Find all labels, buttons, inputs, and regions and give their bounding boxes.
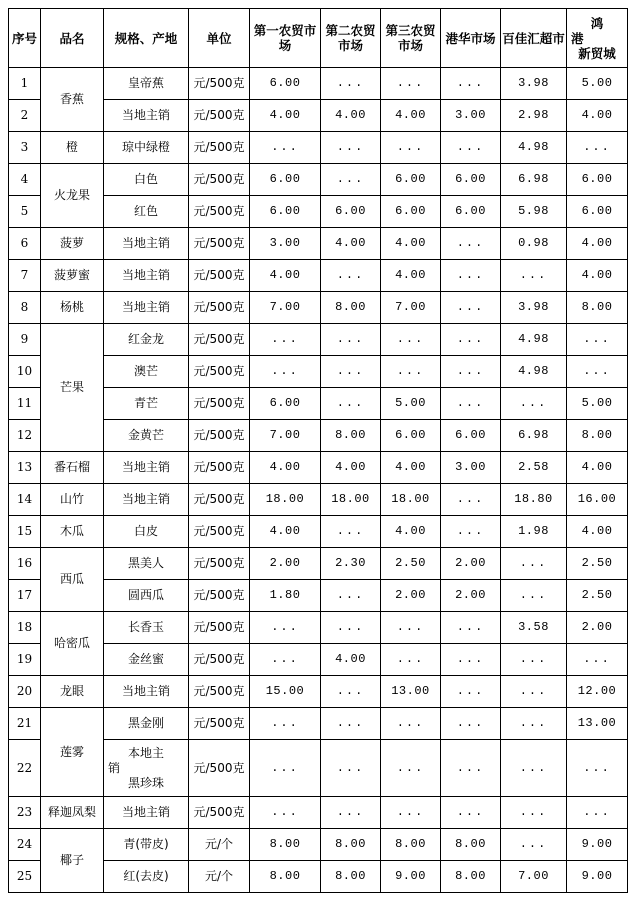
- cell-spec: [104, 740, 189, 797]
- table-body: [9, 68, 628, 893]
- header-honggang: [567, 9, 628, 68]
- cell-price: 18.00: [381, 484, 441, 516]
- cell-price: ...: [501, 708, 567, 740]
- cell-price: 5.98: [501, 196, 567, 228]
- cell-price: 6.98: [501, 164, 567, 196]
- cell-unit: 元/500克: [189, 228, 250, 260]
- cell-price: 2.50: [381, 548, 441, 580]
- cell-price: 2.00: [250, 548, 321, 580]
- cell-price: 4.00: [567, 452, 628, 484]
- cell-price: ...: [381, 644, 441, 676]
- cell-price: 4.00: [381, 228, 441, 260]
- cell-price: 3.58: [501, 612, 567, 644]
- cell-seq: 24: [9, 829, 41, 861]
- cell-price: ...: [250, 324, 321, 356]
- cell-price: ...: [501, 388, 567, 420]
- cell-price: ...: [567, 740, 628, 797]
- cell-price: 4.00: [250, 516, 321, 548]
- cell-price: ...: [250, 797, 321, 829]
- cell-price: 4.00: [567, 516, 628, 548]
- cell-price: 3.98: [501, 68, 567, 100]
- cell-unit: 元/500克: [189, 580, 250, 612]
- cell-price: ...: [501, 644, 567, 676]
- table-row: [9, 829, 628, 861]
- cell-spec: 红(去皮): [104, 861, 189, 893]
- cell-spec: 白色: [104, 164, 189, 196]
- cell-unit: 元/500克: [189, 260, 250, 292]
- cell-spec: 红金龙: [104, 324, 189, 356]
- header-honggang-line3: 新贸城: [578, 45, 616, 61]
- cell-unit: 元/500克: [189, 452, 250, 484]
- cell-seq: 2: [9, 100, 41, 132]
- cell-spec: 圆西瓜: [104, 580, 189, 612]
- cell-price: 18.00: [250, 484, 321, 516]
- cell-product-name: 西瓜: [41, 548, 104, 612]
- cell-price: 2.00: [381, 580, 441, 612]
- cell-spec: 当地主销: [104, 100, 189, 132]
- cell-spec: 金黄芒: [104, 420, 189, 452]
- cell-price: 5.00: [567, 388, 628, 420]
- header-seq: 序号: [9, 9, 41, 68]
- cell-price: 6.00: [381, 420, 441, 452]
- cell-price: 0.98: [501, 228, 567, 260]
- cell-price: 6.00: [250, 68, 321, 100]
- cell-spec: 黑美人: [104, 548, 189, 580]
- cell-price: ...: [441, 324, 501, 356]
- cell-product-name: 莲雾: [41, 708, 104, 797]
- cell-unit: 元/500克: [189, 68, 250, 100]
- cell-price: ...: [321, 388, 381, 420]
- cell-price: 4.00: [381, 100, 441, 132]
- cell-price: ...: [441, 612, 501, 644]
- cell-price: ...: [501, 676, 567, 708]
- cell-spec: 青芒: [104, 388, 189, 420]
- cell-price: 3.00: [250, 228, 321, 260]
- cell-unit: 元/500克: [189, 420, 250, 452]
- cell-price: 4.00: [250, 100, 321, 132]
- cell-product-name: 龙眼: [41, 676, 104, 708]
- cell-price: 4.00: [321, 644, 381, 676]
- cell-price: ...: [321, 68, 381, 100]
- cell-unit: 元/500克: [189, 740, 250, 797]
- cell-price: ...: [321, 740, 381, 797]
- cell-price: 3.00: [441, 452, 501, 484]
- cell-seq: 11: [9, 388, 41, 420]
- cell-price: ...: [441, 644, 501, 676]
- cell-spec: 长香玉: [104, 612, 189, 644]
- cell-price: 7.00: [250, 292, 321, 324]
- cell-product-name: 释迦凤梨: [41, 797, 104, 829]
- cell-price: ...: [441, 797, 501, 829]
- cell-price: ...: [441, 708, 501, 740]
- cell-price: 8.00: [441, 829, 501, 861]
- cell-price: 4.00: [321, 100, 381, 132]
- cell-price: 6.00: [321, 196, 381, 228]
- cell-unit: 元/个: [189, 829, 250, 861]
- cell-price: ...: [321, 676, 381, 708]
- table-row: [9, 68, 628, 100]
- table-row: [9, 132, 628, 164]
- cell-product-name: 番石榴: [41, 452, 104, 484]
- table-row: [9, 452, 628, 484]
- cell-seq: 6: [9, 228, 41, 260]
- cell-price: 8.00: [321, 292, 381, 324]
- cell-spec: 青(带皮): [104, 829, 189, 861]
- header-market1: 第一农贸市场: [250, 9, 321, 68]
- cell-price: 8.00: [321, 861, 381, 893]
- cell-price: ...: [321, 516, 381, 548]
- cell-price: 5.00: [381, 388, 441, 420]
- cell-price: ...: [321, 612, 381, 644]
- cell-price: ...: [441, 356, 501, 388]
- cell-product-name: 芒果: [41, 324, 104, 452]
- cell-spec: 白皮: [104, 516, 189, 548]
- cell-product-name: 菠萝蜜: [41, 260, 104, 292]
- cell-price: 12.00: [567, 676, 628, 708]
- cell-unit: 元/500克: [189, 612, 250, 644]
- cell-price: ...: [567, 644, 628, 676]
- cell-price: ...: [321, 164, 381, 196]
- cell-price: 18.80: [501, 484, 567, 516]
- cell-seq: 13: [9, 452, 41, 484]
- cell-seq: 12: [9, 420, 41, 452]
- cell-spec: 当地主销: [104, 228, 189, 260]
- cell-price: ...: [381, 356, 441, 388]
- cell-unit: 元/500克: [189, 708, 250, 740]
- cell-price: 4.00: [381, 260, 441, 292]
- cell-price: 9.00: [381, 861, 441, 893]
- cell-unit: 元/500克: [189, 388, 250, 420]
- table-row: [9, 797, 628, 829]
- cell-spec-line: 黑珍珠: [127, 775, 164, 790]
- cell-price: ...: [321, 708, 381, 740]
- table-row: [9, 516, 628, 548]
- cell-seq: 15: [9, 516, 41, 548]
- header-baijiahui: 百佳汇超市: [501, 9, 567, 68]
- cell-price: 7.00: [501, 861, 567, 893]
- cell-spec: 黑金刚: [104, 708, 189, 740]
- cell-price: 8.00: [567, 420, 628, 452]
- cell-product-name: 木瓜: [41, 516, 104, 548]
- cell-price: ...: [501, 260, 567, 292]
- table-row: [9, 164, 628, 196]
- cell-price: ...: [441, 260, 501, 292]
- cell-price: ...: [501, 548, 567, 580]
- header-ganghua: 港华市场: [441, 9, 501, 68]
- cell-unit: 元/500克: [189, 132, 250, 164]
- table-row: [9, 228, 628, 260]
- cell-unit: 元/500克: [189, 797, 250, 829]
- cell-price: 4.00: [381, 452, 441, 484]
- cell-spec: 当地主销: [104, 797, 189, 829]
- cell-product-name: 橙: [41, 132, 104, 164]
- cell-price: 8.00: [250, 861, 321, 893]
- header-spec: 规格、产地: [104, 9, 189, 68]
- cell-product-name: 香蕉: [41, 68, 104, 132]
- cell-price: 2.58: [501, 452, 567, 484]
- cell-price: 2.50: [567, 548, 628, 580]
- cell-unit: 元/500克: [189, 324, 250, 356]
- cell-price: ...: [321, 797, 381, 829]
- cell-spec: 当地主销: [104, 452, 189, 484]
- cell-price: 9.00: [567, 861, 628, 893]
- cell-price: 8.00: [567, 292, 628, 324]
- cell-price: 4.00: [381, 516, 441, 548]
- cell-price: 2.98: [501, 100, 567, 132]
- cell-price: 6.00: [567, 164, 628, 196]
- cell-price: 16.00: [567, 484, 628, 516]
- cell-price: ...: [441, 68, 501, 100]
- cell-price: 2.30: [321, 548, 381, 580]
- cell-price: ...: [381, 740, 441, 797]
- cell-unit: 元/500克: [189, 356, 250, 388]
- cell-price: 6.00: [381, 164, 441, 196]
- cell-price: ...: [441, 516, 501, 548]
- cell-price: 3.00: [441, 100, 501, 132]
- cell-price: 4.00: [567, 100, 628, 132]
- cell-price: 2.00: [441, 548, 501, 580]
- cell-seq: 9: [9, 324, 41, 356]
- cell-product-name: 山竹: [41, 484, 104, 516]
- cell-price: 7.00: [381, 292, 441, 324]
- cell-unit: 元/500克: [189, 196, 250, 228]
- cell-price: ...: [321, 132, 381, 164]
- cell-seq: 23: [9, 797, 41, 829]
- cell-price: ...: [567, 797, 628, 829]
- cell-seq: 1: [9, 68, 41, 100]
- cell-price: ...: [567, 324, 628, 356]
- cell-price: 1.98: [501, 516, 567, 548]
- table-row: [9, 324, 628, 356]
- cell-price: 6.00: [250, 164, 321, 196]
- cell-price: 3.98: [501, 292, 567, 324]
- header-name: 品名: [41, 9, 104, 68]
- cell-price: ...: [381, 612, 441, 644]
- cell-price: ...: [441, 388, 501, 420]
- cell-spec-line: 本地主: [127, 745, 164, 760]
- cell-seq: 25: [9, 861, 41, 893]
- cell-price: 15.00: [250, 676, 321, 708]
- cell-unit: 元/500克: [189, 644, 250, 676]
- table-row: [9, 292, 628, 324]
- cell-price: 4.00: [321, 452, 381, 484]
- cell-seq: 22: [9, 740, 41, 797]
- cell-price: 8.00: [381, 829, 441, 861]
- cell-price: ...: [441, 740, 501, 797]
- cell-seq: 18: [9, 612, 41, 644]
- cell-spec: 红色: [104, 196, 189, 228]
- cell-price: 1.80: [250, 580, 321, 612]
- cell-product-name: 哈密瓜: [41, 612, 104, 676]
- cell-price: ...: [567, 356, 628, 388]
- cell-seq: 5: [9, 196, 41, 228]
- cell-price: ...: [321, 324, 381, 356]
- table-row: [9, 708, 628, 740]
- header-honggang-line2: 港: [571, 30, 584, 46]
- cell-price: 4.98: [501, 324, 567, 356]
- cell-price: ...: [321, 260, 381, 292]
- cell-spec: 琼中绿橙: [104, 132, 189, 164]
- header-market2: 第二农贸市场: [321, 9, 381, 68]
- cell-seq: 10: [9, 356, 41, 388]
- price-table: [8, 8, 628, 893]
- cell-unit: 元/个: [189, 861, 250, 893]
- cell-price: 4.00: [321, 228, 381, 260]
- cell-price: ...: [250, 644, 321, 676]
- cell-seq: 19: [9, 644, 41, 676]
- cell-spec: 当地主销: [104, 292, 189, 324]
- cell-price: ...: [441, 676, 501, 708]
- cell-price: ...: [501, 829, 567, 861]
- header-unit: 单位: [189, 9, 250, 68]
- cell-product-name: 椰子: [41, 829, 104, 893]
- cell-price: 6.00: [381, 196, 441, 228]
- table-row: [9, 484, 628, 516]
- cell-price: ...: [501, 740, 567, 797]
- cell-seq: 8: [9, 292, 41, 324]
- cell-price: 4.98: [501, 356, 567, 388]
- cell-price: 7.00: [250, 420, 321, 452]
- cell-price: ...: [321, 356, 381, 388]
- cell-price: 9.00: [567, 829, 628, 861]
- cell-spec: 澳芒: [104, 356, 189, 388]
- cell-price: 6.00: [567, 196, 628, 228]
- cell-price: ...: [441, 292, 501, 324]
- cell-seq: 17: [9, 580, 41, 612]
- cell-unit: 元/500克: [189, 676, 250, 708]
- cell-price: 6.00: [441, 164, 501, 196]
- cell-product-name: 杨桃: [41, 292, 104, 324]
- cell-seq: 4: [9, 164, 41, 196]
- cell-price: ...: [250, 132, 321, 164]
- cell-price: ...: [381, 132, 441, 164]
- cell-seq: 20: [9, 676, 41, 708]
- cell-seq: 21: [9, 708, 41, 740]
- table-header: [9, 9, 628, 68]
- header-honggang-line1: 鸿: [590, 15, 604, 31]
- cell-price: ...: [321, 580, 381, 612]
- cell-price: ...: [441, 228, 501, 260]
- cell-spec: 皇帝蕉: [104, 68, 189, 100]
- cell-unit: 元/500克: [189, 100, 250, 132]
- cell-spec: 当地主销: [104, 676, 189, 708]
- cell-price: ...: [501, 797, 567, 829]
- cell-price: 4.00: [567, 228, 628, 260]
- cell-seq: 14: [9, 484, 41, 516]
- cell-price: ...: [250, 740, 321, 797]
- cell-price: ...: [441, 132, 501, 164]
- cell-unit: 元/500克: [189, 548, 250, 580]
- cell-price: ...: [381, 708, 441, 740]
- cell-price: 6.00: [441, 420, 501, 452]
- cell-unit: 元/500克: [189, 484, 250, 516]
- cell-price: 4.00: [250, 452, 321, 484]
- cell-price: 6.00: [441, 196, 501, 228]
- cell-price: ...: [381, 797, 441, 829]
- cell-price: ...: [250, 708, 321, 740]
- cell-price: 4.00: [250, 260, 321, 292]
- cell-unit: 元/500克: [189, 164, 250, 196]
- cell-price: 2.50: [567, 580, 628, 612]
- cell-spec: 金丝蜜: [104, 644, 189, 676]
- cell-price: 8.00: [441, 861, 501, 893]
- cell-spec: 当地主销: [104, 260, 189, 292]
- cell-price: 8.00: [321, 420, 381, 452]
- header-market3: 第三农贸市场: [381, 9, 441, 68]
- cell-price: 2.00: [441, 580, 501, 612]
- cell-price: 13.00: [567, 708, 628, 740]
- cell-price: 8.00: [250, 829, 321, 861]
- cell-product-name: 菠萝: [41, 228, 104, 260]
- cell-price: 4.98: [501, 132, 567, 164]
- cell-price: 4.00: [567, 260, 628, 292]
- cell-price: ...: [441, 484, 501, 516]
- cell-seq: 7: [9, 260, 41, 292]
- cell-spec: 当地主销: [104, 484, 189, 516]
- cell-price: 2.00: [567, 612, 628, 644]
- cell-seq: 16: [9, 548, 41, 580]
- cell-price: 6.00: [250, 388, 321, 420]
- cell-spec-line: 销: [108, 760, 121, 775]
- cell-price: ...: [250, 612, 321, 644]
- cell-price: 5.00: [567, 68, 628, 100]
- table-row: [9, 676, 628, 708]
- cell-price: ...: [381, 324, 441, 356]
- cell-product-name: 火龙果: [41, 164, 104, 228]
- cell-price: 18.00: [321, 484, 381, 516]
- cell-unit: 元/500克: [189, 292, 250, 324]
- table-row: [9, 612, 628, 644]
- cell-price: 8.00: [321, 829, 381, 861]
- cell-price: 6.00: [250, 196, 321, 228]
- cell-price: 6.98: [501, 420, 567, 452]
- cell-price: ...: [501, 580, 567, 612]
- cell-seq: 3: [9, 132, 41, 164]
- cell-price: ...: [381, 68, 441, 100]
- table-row: [9, 548, 628, 580]
- cell-price: ...: [567, 132, 628, 164]
- cell-price: 13.00: [381, 676, 441, 708]
- table-row: [9, 260, 628, 292]
- cell-price: ...: [250, 356, 321, 388]
- cell-unit: 元/500克: [189, 516, 250, 548]
